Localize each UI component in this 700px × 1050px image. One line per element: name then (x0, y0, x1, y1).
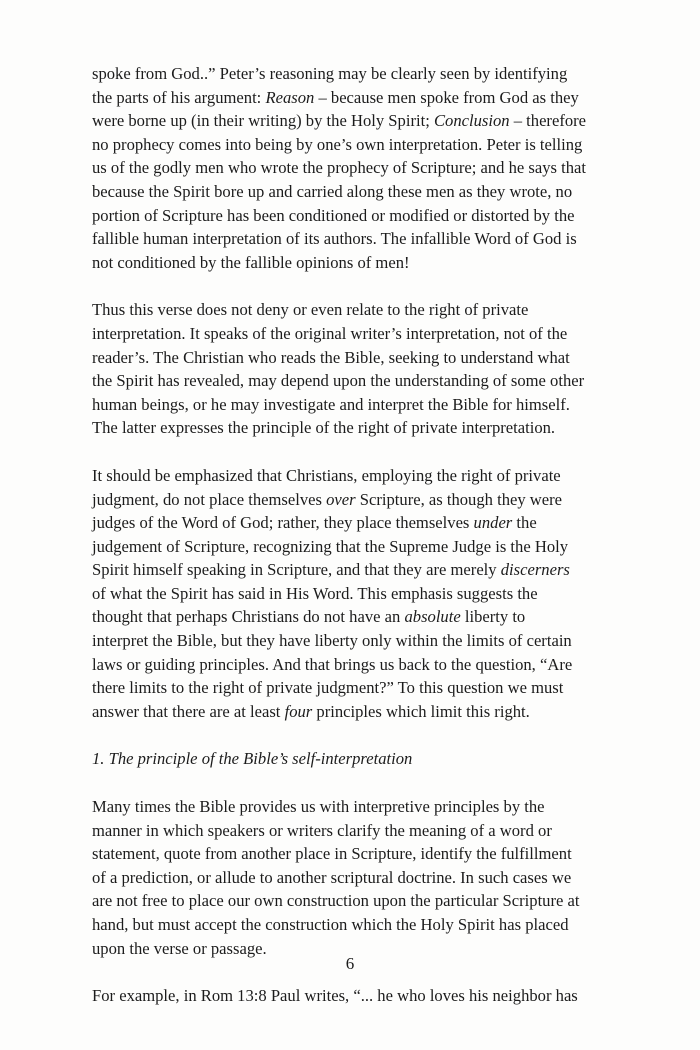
paragraph (92, 298, 652, 440)
paragraph (92, 984, 652, 1008)
text-segment: The latter expresses the principle of the right of private interpretation. (92, 418, 556, 438)
text-segment: interpret the Bible, but they have liberty only within the limits of certain (92, 631, 572, 651)
text-segment: For example, in Rom 13:8 Paul writes, “... he who loves his neighbor has (92, 986, 578, 1006)
italic-text: discerners (500, 560, 570, 580)
text-segment: portion of Scripture has been conditioned or modified or distorted by the (92, 205, 575, 225)
text-line (92, 393, 652, 417)
italic-text: four (284, 701, 313, 721)
text-line (92, 109, 652, 133)
paragraph (92, 464, 652, 724)
text-segment: interpretation. It speaks of the original writer’s interpretation, not of the (92, 323, 568, 343)
text-line (92, 227, 652, 251)
text-line (92, 511, 652, 535)
text-segment: answer that there are at least (92, 701, 285, 721)
text-line (92, 984, 652, 1008)
text-segment: upon the verse or passage. (92, 938, 267, 958)
text-line (92, 156, 652, 180)
text-line (92, 488, 652, 512)
text-segment: It should be emphasized that Christians, employing the right of private (92, 465, 561, 485)
text-segment: – therefore (509, 111, 587, 131)
page-number: 6 (345, 954, 355, 973)
text-segment: thought that perhaps Christians do not have an (92, 607, 405, 627)
text-line (92, 464, 652, 488)
text-line (92, 86, 652, 110)
text-segment: manner in which speakers or writers clarify the meaning of a word or (92, 820, 552, 840)
text-line (92, 913, 652, 937)
text-line (92, 605, 652, 629)
text-segment: no prophecy comes into being by one’s own interpretation. Peter is telling (92, 134, 583, 154)
text-segment: the (512, 513, 537, 533)
text-segment: were borne up (in their writing) by the Holy Spirit; (92, 111, 434, 131)
text-line (92, 322, 652, 346)
text-line (92, 298, 652, 322)
text-line (92, 629, 652, 653)
text-line (92, 582, 652, 606)
text-segment: are not free to place our own construction upon the particular Scripture at (92, 891, 580, 911)
italic-text: Conclusion (433, 111, 510, 131)
text-line (92, 346, 652, 370)
text-segment: liberty to (460, 607, 526, 627)
text-line (92, 866, 652, 890)
text-segment: statement, quote from another place in Scripture, identify the fulfillment (92, 844, 572, 864)
text-line (92, 653, 652, 677)
text-segment: of a prediction, or allude to another scriptural doctrine. In such cases we (92, 867, 572, 887)
text-line (92, 535, 652, 559)
text-segment: us of the godly men who wrote the prophecy of Scripture; and he says that (92, 158, 587, 178)
text-segment: human beings, or he may investigate and interpret the Bible for himself. (92, 394, 570, 414)
text-segment: Scripture, as though they were (355, 489, 563, 509)
text-line (92, 676, 652, 700)
text-line (92, 842, 652, 866)
text-segment: hand, but must accept the construction which the Holy Spirit has placed (92, 915, 569, 934)
text-line (92, 133, 652, 157)
text-line (92, 819, 652, 843)
text-segment: laws or guiding principles. And that brings us back to the question, “Are (92, 654, 573, 674)
italic-text: absolute (404, 607, 461, 627)
text-segment: of what the Spirit has said in His Word. This emphasis suggests the (92, 583, 538, 603)
text-segment: there limits to the right of private judgment?” To this question we must (92, 678, 564, 698)
paragraph (92, 795, 652, 960)
body-text (92, 62, 652, 1032)
text-segment: spoke from God..” Peter’s reasoning may be clearly seen by identifying (92, 64, 568, 83)
text-segment: not conditioned by the fallible opinions of men! (92, 252, 410, 272)
paragraphs-before-heading (92, 62, 652, 723)
text-line (92, 369, 652, 393)
text-line (92, 180, 652, 204)
text-line (92, 889, 652, 913)
text-segment: the Spirit has revealed, may depend upon the understanding of some other (92, 371, 585, 391)
text-line (92, 204, 652, 228)
text-segment: because the Spirit bore up and carried along these men as they wrote, no (92, 181, 573, 201)
text-line (92, 700, 652, 724)
text-segment: judgment, do not place themselves (92, 489, 327, 509)
text-segment: fallible human interpretation of its authors. The infallible Word of God is (92, 229, 577, 249)
italic-text: over (326, 489, 356, 509)
text-segment: judges of the Word of God; rather, they place themselves (92, 513, 474, 533)
italic-text: under (473, 513, 513, 533)
section-heading: 1. The principle of the Bible’s self-interpretation (92, 749, 413, 769)
text-segment: Spirit himself speaking in Scripture, and that they are merely (92, 560, 501, 580)
paragraph (92, 62, 652, 274)
text-line (92, 62, 652, 86)
paragraphs-after-heading (92, 795, 652, 1008)
text-segment: reader’s. The Christian who reads the Bible, seeking to understand what (92, 347, 570, 367)
text-line (92, 558, 652, 582)
text-segment: the parts of his argument: (92, 87, 266, 107)
text-segment: Many times the Bible provides us with interpretive principles by the (92, 797, 545, 817)
text-segment: Thus this verse does not deny or even relate to the right of private (92, 300, 529, 320)
italic-text: Reason (265, 87, 315, 107)
text-line (92, 251, 652, 275)
text-segment: judgement of Scripture, recognizing that the Supreme Judge is the Holy (92, 536, 569, 556)
text-line (92, 795, 652, 819)
text-line (92, 416, 652, 440)
text-segment: – because men spoke from God as they (314, 87, 579, 107)
text-segment: principles which limit this right. (312, 701, 530, 721)
